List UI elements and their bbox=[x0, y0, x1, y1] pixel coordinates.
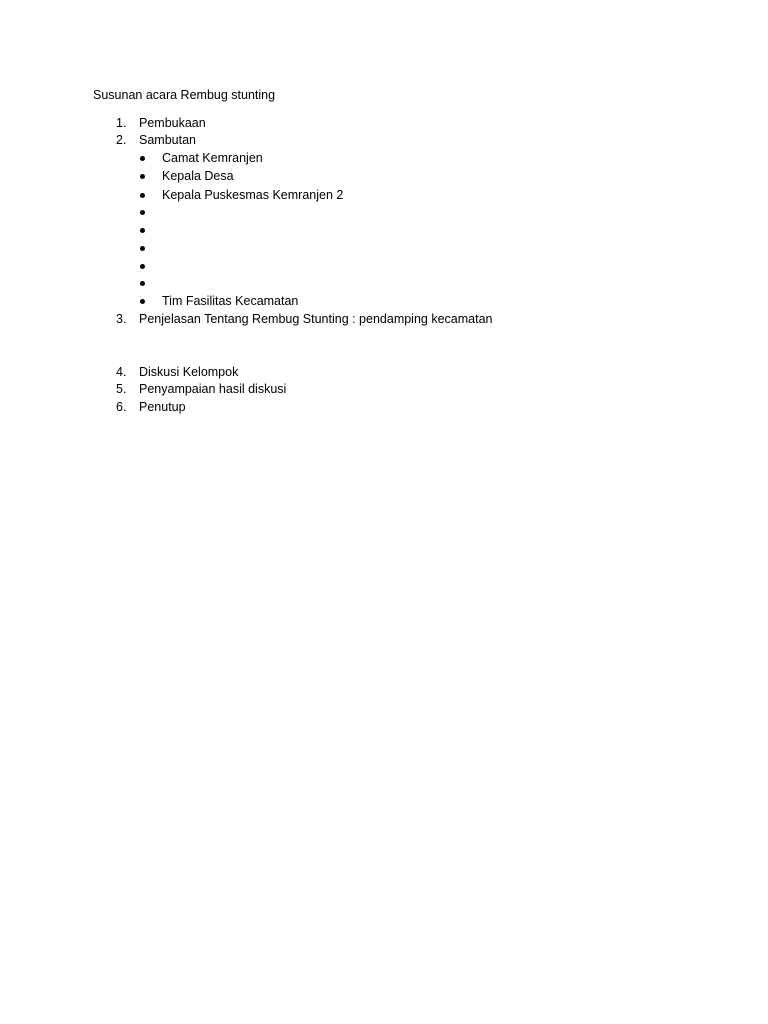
agenda-label: Pembukaan bbox=[139, 116, 206, 130]
agenda-label: Penutup bbox=[139, 400, 186, 414]
agenda-label: Sambutan bbox=[139, 133, 196, 147]
agenda-number: 1. bbox=[116, 116, 127, 130]
bullet-icon bbox=[140, 210, 145, 215]
agenda-number: 3. bbox=[116, 312, 127, 326]
agenda-number: 5. bbox=[116, 382, 127, 396]
document-title: Susunan acara Rembug stunting bbox=[93, 88, 276, 102]
bullet-icon bbox=[140, 264, 145, 269]
agenda-number: 6. bbox=[116, 400, 127, 414]
agenda-number: 2. bbox=[116, 133, 127, 147]
bullet-icon bbox=[140, 299, 145, 304]
bullet-icon bbox=[140, 193, 145, 198]
agenda-label: Diskusi Kelompok bbox=[139, 365, 239, 379]
bullet-icon bbox=[140, 281, 145, 286]
bullet-icon bbox=[140, 228, 145, 233]
bullet-icon bbox=[140, 174, 145, 179]
sambutan-label: Tim Fasilitas Kecamatan bbox=[162, 294, 299, 308]
sambutan-label: Kepala Desa bbox=[162, 169, 234, 183]
sambutan-label: Kepala Puskesmas Kemranjen 2 bbox=[162, 188, 344, 202]
sambutan-label: Camat Kemranjen bbox=[162, 151, 263, 165]
agenda-label: Penyampaian hasil diskusi bbox=[139, 382, 287, 396]
agenda-label: Penjelasan Tentang Rembug Stunting : pendamping kecamatan bbox=[139, 312, 493, 326]
agenda-number: 4. bbox=[116, 365, 127, 379]
bullet-icon bbox=[140, 246, 145, 251]
bullet-icon bbox=[140, 156, 145, 161]
